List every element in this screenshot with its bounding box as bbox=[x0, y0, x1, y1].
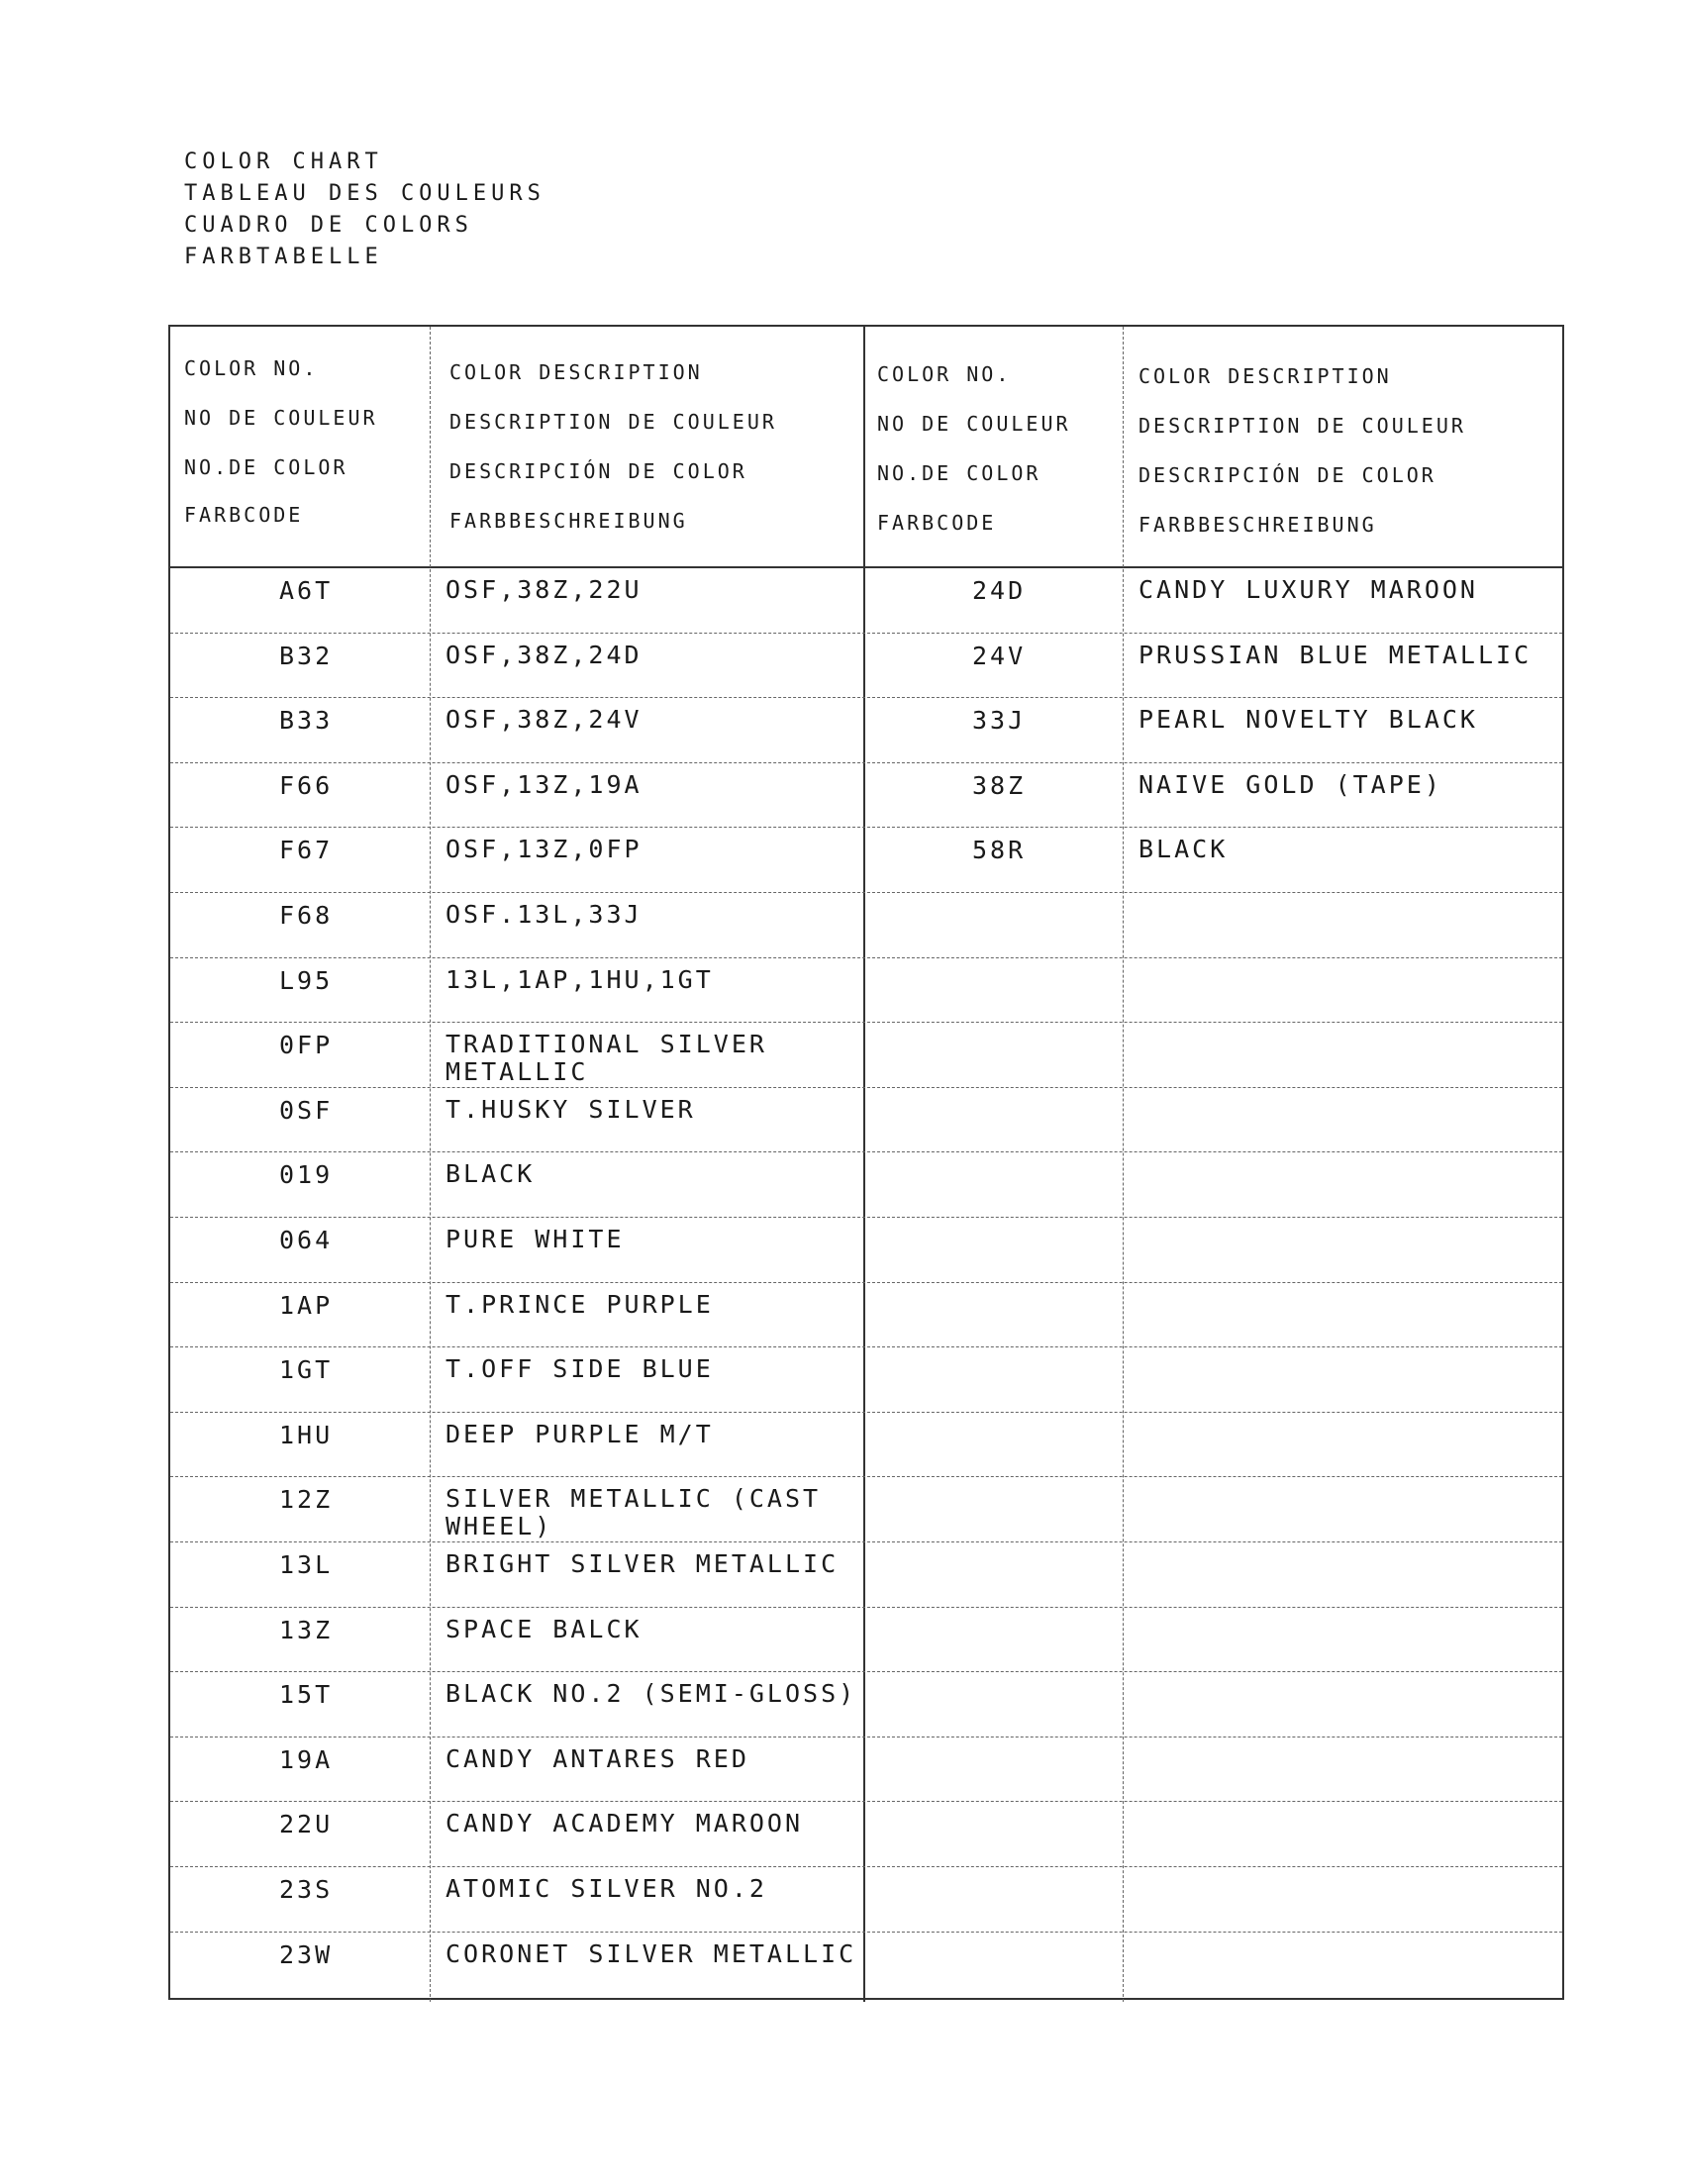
color-no: 15T bbox=[279, 1680, 334, 1710]
color-no: 38Z bbox=[972, 770, 1027, 800]
header-label: DESCRIPCIÓN DE COLOR bbox=[449, 459, 747, 483]
table-row bbox=[170, 958, 1562, 1024]
header-label: NO DE COULEUR bbox=[184, 406, 378, 430]
color-no: 019 bbox=[279, 1160, 334, 1190]
header-label: NO.DE COLOR bbox=[877, 461, 1041, 485]
table-row bbox=[170, 828, 1562, 893]
header-label: COLOR NO. bbox=[877, 362, 1012, 386]
color-desc: OSF,38Z,24V bbox=[446, 705, 643, 735]
table-row bbox=[170, 1413, 1562, 1478]
title-es: CUADRO DE COLORS bbox=[184, 213, 473, 238]
color-no: L95 bbox=[279, 965, 334, 995]
color-desc: T.HUSKY SILVER bbox=[446, 1094, 696, 1124]
color-no: A6T bbox=[279, 576, 334, 605]
color-desc: OSF,38Z,24D bbox=[446, 640, 643, 669]
table-row bbox=[170, 1023, 1562, 1088]
table-row bbox=[170, 1542, 1562, 1608]
color-desc: PRUSSIAN BLUE METALLIC bbox=[1138, 640, 1533, 669]
color-desc: CANDY LUXURY MAROON bbox=[1138, 575, 1478, 604]
header-label: FARBBESCHREIBUNG bbox=[449, 509, 688, 533]
color-no: F67 bbox=[279, 836, 334, 865]
table-row bbox=[170, 1802, 1562, 1867]
color-desc: NAIVE GOLD (TAPE) bbox=[1138, 769, 1442, 799]
header-label: COLOR DESCRIPTION bbox=[1138, 364, 1392, 388]
color-no: B33 bbox=[279, 706, 334, 736]
table-row bbox=[170, 1477, 1562, 1542]
chart-titles bbox=[184, 147, 545, 273]
header-label: NO.DE COLOR bbox=[184, 455, 348, 479]
color-no: 064 bbox=[279, 1226, 334, 1254]
color-desc: OSF,13Z,0FP bbox=[446, 835, 643, 864]
color-no: 19A bbox=[279, 1744, 334, 1774]
color-desc: DEEP PURPLE M/T bbox=[446, 1419, 714, 1448]
table-row bbox=[170, 1737, 1562, 1803]
color-no: B32 bbox=[279, 641, 334, 670]
table-row bbox=[170, 1218, 1562, 1283]
color-no: F66 bbox=[279, 770, 334, 800]
color-desc: SILVER METALLIC (CAST WHEEL) bbox=[446, 1484, 822, 1541]
color-no: 0SF bbox=[279, 1095, 334, 1125]
color-no: 23W bbox=[279, 1939, 334, 1969]
color-desc: T.OFF SIDE BLUE bbox=[446, 1354, 714, 1384]
header-label: FARBCODE bbox=[877, 511, 997, 535]
table-row bbox=[170, 568, 1562, 634]
color-desc: PURE WHITE bbox=[446, 1225, 625, 1253]
table-row bbox=[170, 1088, 1562, 1153]
color-desc: T.PRINCE PURPLE bbox=[446, 1289, 714, 1319]
table-row bbox=[170, 763, 1562, 829]
color-desc: ATOMIC SILVER NO.2 bbox=[446, 1874, 767, 1903]
table-row bbox=[170, 893, 1562, 958]
color-no: 33J bbox=[972, 706, 1027, 736]
header-label: DESCRIPTION DE COULEUR bbox=[1138, 414, 1466, 438]
color-desc: OSF,38Z,22U bbox=[446, 575, 643, 604]
table-row bbox=[170, 1608, 1562, 1673]
color-chart-table bbox=[168, 325, 1564, 2000]
color-no: 24V bbox=[972, 641, 1027, 670]
header-label: FARBCODE bbox=[184, 503, 304, 527]
color-desc: BLACK NO.2 (SEMI-GLOSS) bbox=[446, 1679, 857, 1709]
color-desc: TRADITIONAL SILVER METALLIC bbox=[446, 1030, 767, 1087]
table-row bbox=[170, 1867, 1562, 1933]
title-en: COLOR CHART bbox=[184, 149, 383, 174]
color-no: 1GT bbox=[279, 1355, 334, 1385]
title-fr: TABLEAU DES COULEURS bbox=[184, 181, 545, 206]
color-desc: PEARL NOVELTY BLACK bbox=[1138, 705, 1478, 735]
table-header bbox=[170, 327, 1562, 568]
color-desc: OSF,13Z,19A bbox=[446, 769, 643, 799]
header-label: COLOR NO. bbox=[184, 356, 319, 380]
color-no: 58R bbox=[972, 836, 1027, 865]
color-desc: BRIGHT SILVER METALLIC bbox=[446, 1549, 840, 1578]
title-de: FARBTABELLE bbox=[184, 245, 383, 269]
table-row bbox=[170, 1347, 1562, 1413]
header-label: NO DE COULEUR bbox=[877, 412, 1071, 436]
table-row bbox=[170, 1152, 1562, 1218]
color-desc: BLACK bbox=[1138, 835, 1229, 864]
color-no: 0FP bbox=[279, 1031, 334, 1060]
header-label: FARBBESCHREIBUNG bbox=[1138, 513, 1377, 537]
color-desc: 13L,1AP,1HU,1GT bbox=[446, 964, 714, 994]
color-desc: OSF.13L,33J bbox=[446, 900, 643, 929]
header-label: DESCRIPTION DE COULEUR bbox=[449, 410, 777, 434]
color-no: 24D bbox=[972, 576, 1027, 605]
color-no: 13Z bbox=[279, 1615, 334, 1644]
color-no: 12Z bbox=[279, 1485, 334, 1515]
table-row bbox=[170, 1672, 1562, 1737]
color-desc: SPACE BALCK bbox=[446, 1614, 643, 1643]
color-no: 22U bbox=[279, 1810, 334, 1839]
color-desc: CORONET SILVER METALLIC bbox=[446, 1938, 857, 1968]
table-row bbox=[170, 1283, 1562, 1348]
table-row bbox=[170, 1933, 1562, 1998]
color-no: 23S bbox=[279, 1875, 334, 1904]
table-row bbox=[170, 698, 1562, 763]
color-no: 13L bbox=[279, 1550, 334, 1579]
header-label: COLOR DESCRIPTION bbox=[449, 360, 703, 384]
table-row bbox=[170, 634, 1562, 699]
color-desc: BLACK bbox=[446, 1159, 536, 1189]
color-no: 1HU bbox=[279, 1420, 334, 1449]
header-label: DESCRIPCIÓN DE COLOR bbox=[1138, 463, 1436, 487]
color-desc: CANDY ACADEMY MAROON bbox=[446, 1809, 804, 1838]
color-no: F68 bbox=[279, 901, 334, 930]
color-no: 1AP bbox=[279, 1290, 334, 1320]
color-desc: CANDY ANTARES RED bbox=[446, 1743, 749, 1773]
